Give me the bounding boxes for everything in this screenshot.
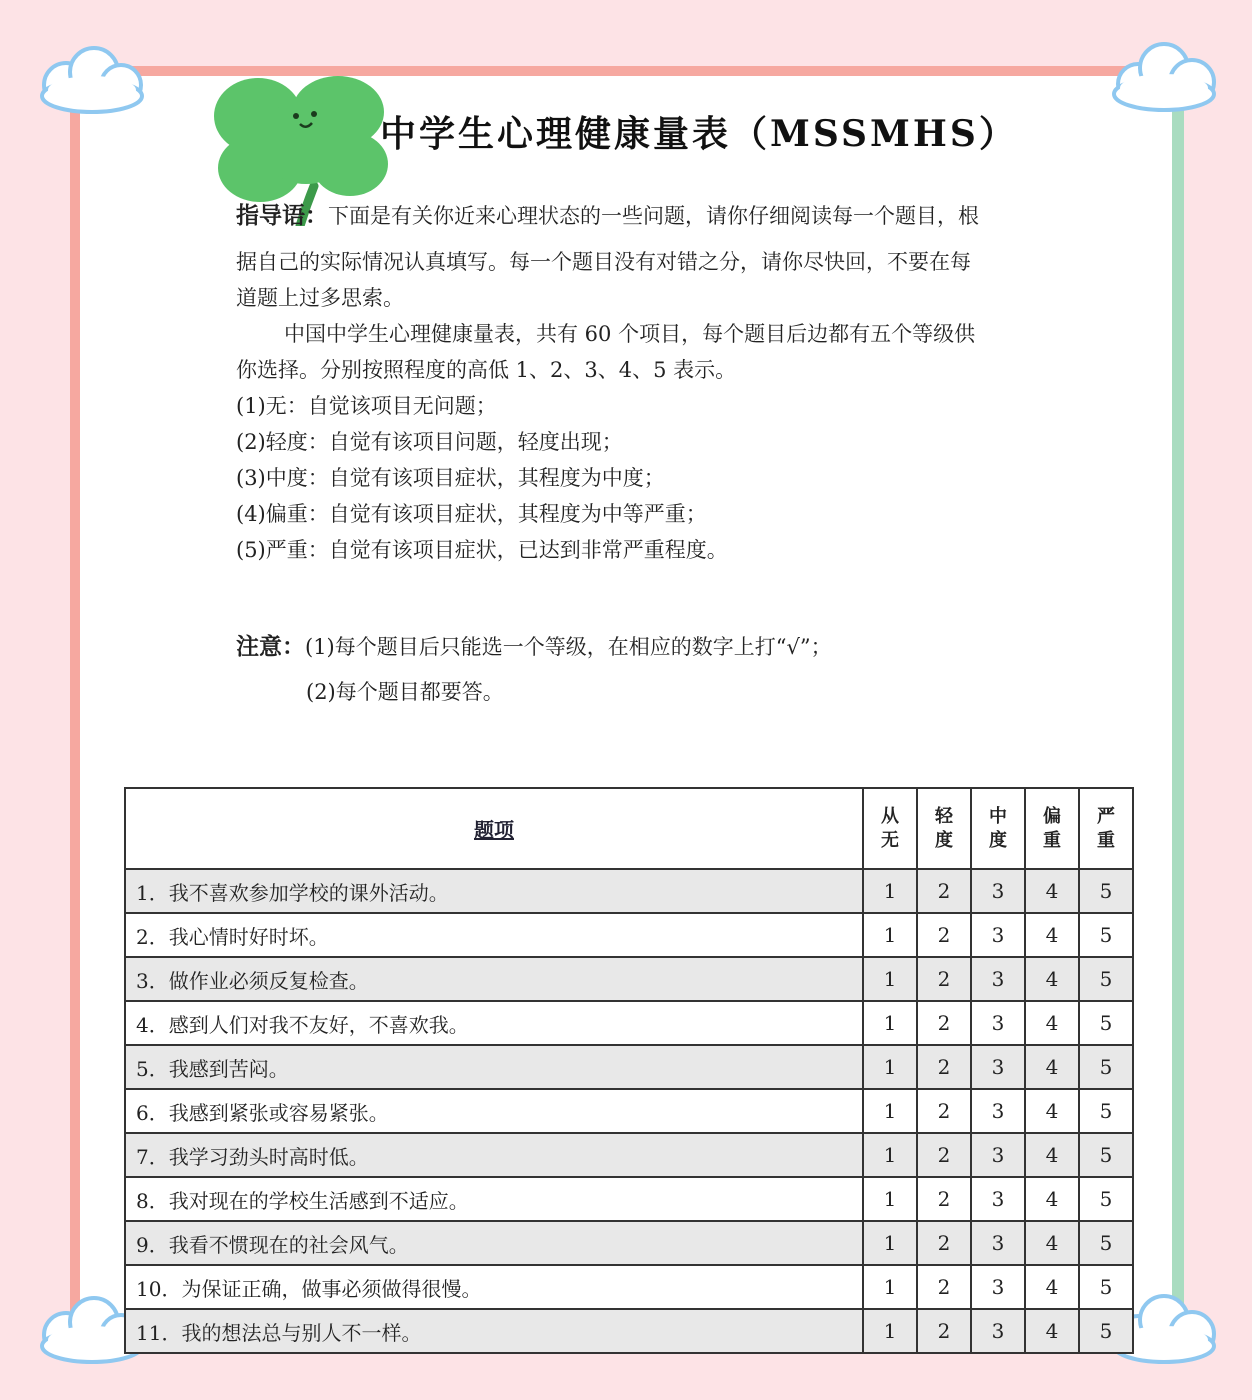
rating-option-3[interactable]: 3 (971, 1309, 1025, 1353)
rating-option-2[interactable]: 2 (917, 869, 971, 913)
rating-option-4[interactable]: 4 (1025, 913, 1079, 957)
question-text: 7．我学习劲头时高时低。 (125, 1133, 863, 1177)
rating-option-3[interactable]: 3 (971, 1089, 1025, 1133)
rating-option-4[interactable]: 4 (1025, 1133, 1079, 1177)
rating-option-3[interactable]: 3 (971, 1177, 1025, 1221)
rating-option-5[interactable]: 5 (1079, 1265, 1133, 1309)
rating-option-2[interactable]: 2 (917, 1089, 971, 1133)
rating-option-4[interactable]: 4 (1025, 1001, 1079, 1045)
table-row (125, 1309, 1133, 1353)
rating-option-5[interactable]: 5 (1079, 1221, 1133, 1265)
table-row (125, 1265, 1133, 1309)
question-text: 2．我心情时好时坏。 (125, 913, 863, 957)
rating-option-1[interactable]: 1 (863, 913, 917, 957)
rating-option-4[interactable]: 4 (1025, 1221, 1079, 1265)
rating-option-1[interactable]: 1 (863, 1309, 917, 1353)
table-row (125, 869, 1133, 913)
frame-border-top (110, 66, 1130, 76)
level-header-mild: 轻 度 (917, 788, 971, 869)
rating-option-3[interactable]: 3 (971, 1265, 1025, 1309)
rating-option-5[interactable]: 5 (1079, 957, 1133, 1001)
cloud-icon-top-right (1100, 38, 1230, 118)
rating-option-1[interactable]: 1 (863, 1221, 917, 1265)
rating-option-1[interactable]: 1 (863, 1089, 917, 1133)
rating-option-3[interactable]: 3 (971, 913, 1025, 957)
table-row (125, 1221, 1133, 1265)
instructions-line-2: 据自己的实际情况认真填写。每一个题目没有对错之分，请你尽快回，不要在每 (236, 250, 971, 274)
question-text: 3．做作业必须反复检查。 (125, 957, 863, 1001)
table-row (125, 1177, 1133, 1221)
question-text: 9．我看不惯现在的社会风气。 (125, 1221, 863, 1265)
table-row (125, 1001, 1133, 1045)
rating-option-1[interactable]: 1 (863, 1265, 917, 1309)
rating-option-5[interactable]: 5 (1079, 1089, 1133, 1133)
rating-option-5[interactable]: 5 (1079, 1001, 1133, 1045)
instructions-line-5: 你选择。分别按照程度的高低 1、2、3、4、5 表示。 (236, 358, 737, 382)
rating-option-1[interactable]: 1 (863, 1177, 917, 1221)
cloud-icon-top-left (26, 40, 156, 120)
note (236, 628, 832, 661)
rating-option-2[interactable]: 2 (917, 1177, 971, 1221)
question-text: 5．我感到苦闷。 (125, 1045, 863, 1089)
question-text: 1．我不喜欢参加学校的课外活动。 (125, 869, 863, 913)
rating-option-3[interactable]: 3 (971, 1045, 1025, 1089)
table-row (125, 913, 1133, 957)
instructions-line-1: 下面是有关你近来心理状态的一些问题，请你仔细阅读每一个题目，根 (328, 204, 979, 228)
rating-option-4[interactable]: 4 (1025, 1177, 1079, 1221)
table-row (125, 1089, 1133, 1133)
rating-option-5[interactable]: 5 (1079, 1177, 1133, 1221)
question-text: 6．我感到紧张或容易紧张。 (125, 1089, 863, 1133)
rating-option-3[interactable]: 3 (971, 869, 1025, 913)
rating-option-2[interactable]: 2 (917, 1133, 971, 1177)
level-header-moderate: 中 度 (971, 788, 1025, 869)
frame-border-left (70, 90, 80, 1340)
note-line-1: (1)每个题目后只能选一个等级，在相应的数字上打“√”； (305, 635, 832, 659)
rating-option-3[interactable]: 3 (971, 1221, 1025, 1265)
question-text: 8．我对现在的学校生活感到不适应。 (125, 1177, 863, 1221)
rating-option-1[interactable]: 1 (863, 1133, 917, 1177)
rating-option-2[interactable]: 2 (917, 1265, 971, 1309)
note-label: 注意： (236, 633, 305, 660)
level-header-none: 从 无 (863, 788, 917, 869)
note-line-2: (2)每个题目都要答。 (306, 680, 504, 704)
rating-option-4[interactable]: 4 (1025, 869, 1079, 913)
instructions-label: 指导语： (236, 202, 328, 229)
rating-option-4[interactable]: 4 (1025, 1045, 1079, 1089)
rating-option-5[interactable]: 5 (1079, 1133, 1133, 1177)
rating-option-2[interactable]: 2 (917, 1221, 971, 1265)
table-row (125, 957, 1133, 1001)
rating-option-4[interactable]: 4 (1025, 1265, 1079, 1309)
rating-option-3[interactable]: 3 (971, 1133, 1025, 1177)
frame-border-right (1172, 90, 1184, 1340)
rating-option-5[interactable]: 5 (1079, 913, 1133, 957)
rating-option-3[interactable]: 3 (971, 957, 1025, 1001)
rating-option-2[interactable]: 2 (917, 913, 971, 957)
rating-option-2[interactable]: 2 (917, 1001, 971, 1045)
rating-option-2[interactable]: 2 (917, 957, 971, 1001)
level-header-severe-ish: 偏 重 (1025, 788, 1079, 869)
rating-option-4[interactable]: 4 (1025, 957, 1079, 1001)
level-definition: (3)中度：自觉有该项目症状，其程度为中度； (236, 466, 665, 490)
questionnaire-table (124, 787, 1134, 1354)
table-header-row (125, 788, 1133, 869)
question-text: 11．我的想法总与别人不一样。 (125, 1309, 863, 1353)
table-row (125, 1133, 1133, 1177)
instructions-line-3: 道题上过多思索。 (236, 286, 404, 310)
level-definition: (4)偏重：自觉有该项目症状，其程度为中等严重； (236, 502, 707, 526)
instructions (236, 198, 1036, 568)
item-column-header: 题项 (125, 788, 863, 869)
rating-option-1[interactable]: 1 (863, 957, 917, 1001)
question-text: 10．为保证正确，做事必须做得很慢。 (125, 1265, 863, 1309)
rating-option-5[interactable]: 5 (1079, 1309, 1133, 1353)
rating-option-1[interactable]: 1 (863, 1001, 917, 1045)
level-definition: (5)严重：自觉有该项目症状，已达到非常严重程度。 (236, 538, 728, 562)
rating-option-1[interactable]: 1 (863, 869, 917, 913)
level-header-severe: 严 重 (1079, 788, 1133, 869)
rating-option-2[interactable]: 2 (917, 1309, 971, 1353)
level-definition: (2)轻度：自觉有该项目问题，轻度出现； (236, 430, 623, 454)
question-text: 4．感到人们对我不友好，不喜欢我。 (125, 1001, 863, 1045)
table-row (125, 1045, 1133, 1089)
rating-option-5[interactable]: 5 (1079, 1045, 1133, 1089)
rating-option-5[interactable]: 5 (1079, 869, 1133, 913)
rating-option-2[interactable]: 2 (917, 1045, 971, 1089)
rating-option-4[interactable]: 4 (1025, 1089, 1079, 1133)
instructions-line-4: 中国中学生心理健康量表，共有 60 个项目，每个题目后边都有五个等级供 (284, 322, 976, 346)
level-definition: (1)无：自觉该项目无问题； (236, 394, 497, 418)
page-title: 中学生心理健康量表（MSSMHS） (380, 113, 1018, 155)
rating-option-1[interactable]: 1 (863, 1045, 917, 1089)
rating-option-3[interactable]: 3 (971, 1001, 1025, 1045)
rating-option-4[interactable]: 4 (1025, 1309, 1079, 1353)
